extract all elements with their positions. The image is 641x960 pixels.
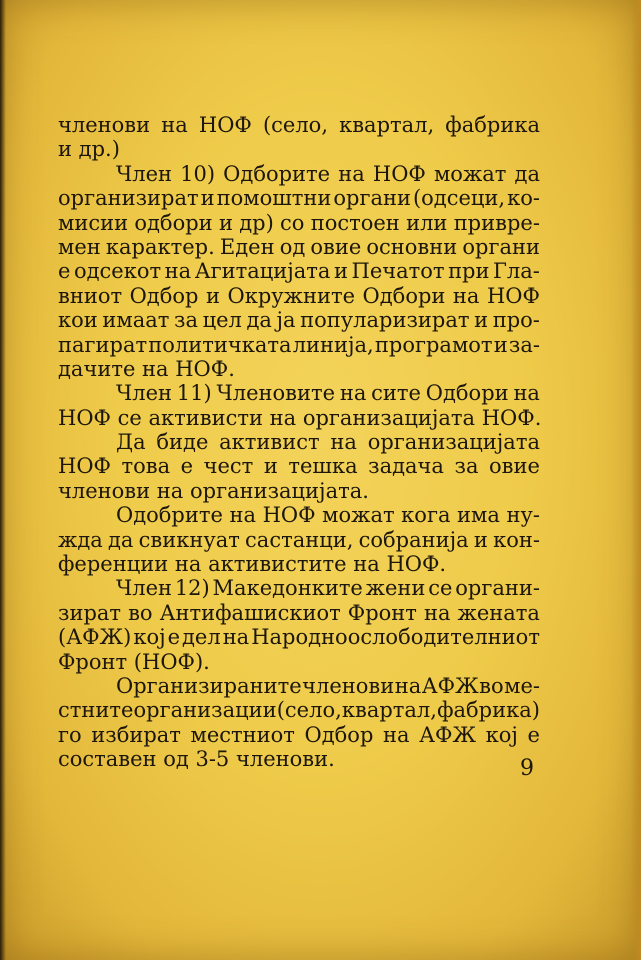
- word: одбори: [134, 210, 213, 235]
- word: фабрика): [437, 698, 540, 723]
- word: активист: [219, 430, 320, 455]
- word: свикнуат: [138, 527, 240, 552]
- word: кои: [58, 308, 98, 333]
- word: да: [107, 527, 134, 552]
- word: НОФ: [486, 283, 540, 308]
- word: линија,: [292, 332, 374, 357]
- word: органи: [333, 186, 411, 211]
- word: дел: [182, 625, 221, 650]
- word: НОФ: [58, 454, 111, 479]
- text-line: дачите на НОФ.: [58, 356, 235, 381]
- word: НОФ: [372, 161, 426, 186]
- word: Фронт: [347, 600, 417, 625]
- word: за: [454, 454, 479, 479]
- text-line: [58, 186, 540, 210]
- word: овие: [310, 234, 362, 259]
- word: ме-: [504, 673, 540, 698]
- word: АФЖ: [419, 722, 477, 747]
- text-line: [58, 430, 540, 454]
- word: членови: [302, 673, 395, 698]
- paragraph: [58, 430, 540, 503]
- word: Македонките: [212, 576, 363, 601]
- body-text: [58, 113, 540, 772]
- word: ко-: [507, 186, 540, 211]
- word: на: [164, 259, 192, 284]
- word: политичката: [148, 332, 292, 357]
- word: квартал,: [339, 113, 435, 137]
- word: 11): [176, 381, 212, 406]
- word: Гла-: [493, 259, 540, 284]
- word: од: [279, 234, 306, 259]
- word: привре-: [453, 210, 540, 235]
- word: цел: [202, 308, 242, 333]
- word: на: [330, 430, 357, 455]
- word: Одобрите: [116, 503, 223, 528]
- word: можат: [433, 161, 507, 186]
- word: има: [457, 503, 500, 528]
- word: Член: [116, 161, 172, 186]
- paragraph: [58, 576, 540, 674]
- word: членови: [58, 113, 151, 137]
- text-line: [58, 625, 540, 649]
- word: организацијата: [367, 430, 540, 455]
- word: фабрика: [445, 113, 540, 137]
- word: кој: [133, 625, 166, 650]
- text-line: [58, 284, 540, 308]
- word: задача: [368, 454, 444, 479]
- word: за: [173, 308, 198, 333]
- word: Народноослободителниот: [251, 625, 540, 650]
- word: во: [479, 673, 504, 698]
- text-line: и др.): [58, 137, 120, 162]
- word: ну-: [506, 503, 540, 528]
- word: и: [493, 332, 508, 357]
- text-line: [58, 113, 540, 137]
- word: организират: [58, 186, 199, 211]
- word: го: [58, 722, 82, 747]
- word: Окружните: [227, 283, 356, 308]
- word: вниот: [58, 283, 123, 308]
- text-line: [58, 235, 540, 259]
- word: е: [58, 259, 71, 284]
- word: во: [128, 600, 153, 625]
- word: това: [121, 454, 171, 479]
- paragraph: [58, 503, 540, 576]
- word: Одбор: [304, 722, 374, 747]
- paragraph: [58, 381, 540, 430]
- word: помоштни: [216, 186, 332, 211]
- word: и: [473, 527, 488, 552]
- word: популаризират: [300, 308, 470, 333]
- word: 10): [180, 161, 216, 186]
- word: и: [206, 283, 220, 308]
- text-line: [58, 308, 540, 332]
- word: мисии: [58, 210, 129, 235]
- word: Да: [116, 430, 146, 455]
- word: састанци,: [245, 527, 354, 552]
- word: се: [428, 576, 453, 601]
- word: пагират: [58, 332, 148, 357]
- word: (село,: [262, 113, 328, 137]
- word: биде: [156, 430, 209, 455]
- word: на: [452, 283, 480, 308]
- text-line: [58, 211, 540, 235]
- word: Одбори: [362, 283, 446, 308]
- word: НОФ: [198, 113, 252, 137]
- word: органи-: [455, 576, 540, 601]
- text-line: [58, 454, 540, 478]
- word: и: [218, 210, 233, 235]
- word: на: [513, 381, 540, 406]
- text-line: ференции на активистите на НОФ.: [58, 552, 447, 577]
- word: местниот: [190, 722, 295, 747]
- word: чест: [203, 454, 254, 479]
- word: да: [514, 161, 540, 186]
- word: жената: [457, 600, 540, 625]
- word: Одбори: [425, 381, 509, 406]
- word: овие: [489, 454, 540, 479]
- word: на: [339, 381, 367, 406]
- paragraph: [58, 674, 540, 772]
- page-shadow-left: [0, 0, 6, 960]
- word: 12): [174, 576, 210, 601]
- word: Организираните: [116, 673, 302, 698]
- word: кој: [485, 722, 518, 747]
- word: Одбор: [129, 283, 199, 308]
- text-line: [58, 698, 540, 722]
- word: (АФЖ): [58, 625, 132, 650]
- paragraph: [58, 162, 540, 382]
- page-edge-right: [631, 0, 641, 960]
- text-line: составен од 3-5 членови.: [58, 747, 335, 772]
- word: Член: [116, 381, 172, 406]
- word: про-: [492, 308, 540, 333]
- text-line: [58, 381, 540, 405]
- word: кога: [401, 503, 451, 528]
- word: основни: [366, 234, 458, 259]
- word: Антифашискиот: [159, 600, 341, 625]
- word: квартал,: [341, 698, 437, 723]
- word: е: [167, 625, 181, 650]
- word: и: [200, 186, 215, 211]
- word: ја: [276, 308, 296, 333]
- word: на: [161, 113, 188, 137]
- word: на: [394, 673, 422, 698]
- word: или: [406, 210, 448, 235]
- word: и: [263, 454, 278, 479]
- word: НОФ: [262, 503, 316, 528]
- word: е: [180, 454, 194, 479]
- text-line: [58, 528, 540, 552]
- word: имаат: [102, 308, 170, 333]
- word: можат: [322, 503, 395, 528]
- word: Членовите: [216, 381, 336, 406]
- word: за-: [508, 332, 540, 357]
- word: тешка: [288, 454, 358, 479]
- word: на: [222, 625, 250, 650]
- word: со: [280, 210, 305, 235]
- text-line: [58, 162, 540, 186]
- word: стните: [58, 698, 134, 723]
- text-line: [58, 723, 540, 747]
- text-line: [58, 503, 540, 527]
- word: на: [383, 722, 410, 747]
- word: сите: [371, 381, 421, 406]
- word: Еден: [219, 234, 275, 259]
- word: на: [229, 503, 257, 528]
- text-line: членови на организацијата.: [58, 478, 369, 503]
- word: (одсеци,: [412, 186, 506, 211]
- word: Член: [116, 576, 172, 601]
- word: избират: [91, 722, 181, 747]
- text-line: [58, 259, 540, 283]
- word: собранија: [358, 527, 469, 552]
- word: на: [423, 600, 451, 625]
- word: Одборите: [223, 161, 331, 186]
- text-line: [58, 674, 540, 698]
- word: да: [246, 308, 272, 333]
- page-number: 9: [520, 756, 534, 781]
- word: при: [448, 259, 490, 284]
- paragraph: [58, 113, 540, 162]
- word: програмот: [374, 332, 493, 357]
- word: Печатот: [351, 259, 445, 284]
- word: и: [333, 259, 348, 284]
- word: одсекот: [73, 259, 162, 284]
- word: и: [474, 308, 489, 333]
- word: е: [527, 722, 540, 747]
- word: кон-: [493, 527, 540, 552]
- text-line: [58, 333, 540, 357]
- text-line: [58, 601, 540, 625]
- text-line: [58, 576, 540, 600]
- word: карактер.: [105, 234, 215, 259]
- word: жени: [365, 576, 426, 601]
- word: зират: [58, 600, 122, 625]
- word: (село,: [276, 698, 342, 723]
- text-line: НОФ се активисти на организацијата НОФ.: [58, 405, 542, 430]
- word: постоен: [310, 210, 400, 235]
- word: организации: [133, 698, 277, 723]
- text-line: Фронт (НОФ).: [58, 649, 210, 674]
- word: мен: [58, 234, 101, 259]
- word: др): [239, 210, 274, 235]
- word: жда: [58, 527, 103, 552]
- word: на: [338, 161, 365, 186]
- word: АФЖ: [421, 673, 479, 698]
- word: Агитацијата: [194, 259, 331, 284]
- word: органи: [462, 234, 540, 259]
